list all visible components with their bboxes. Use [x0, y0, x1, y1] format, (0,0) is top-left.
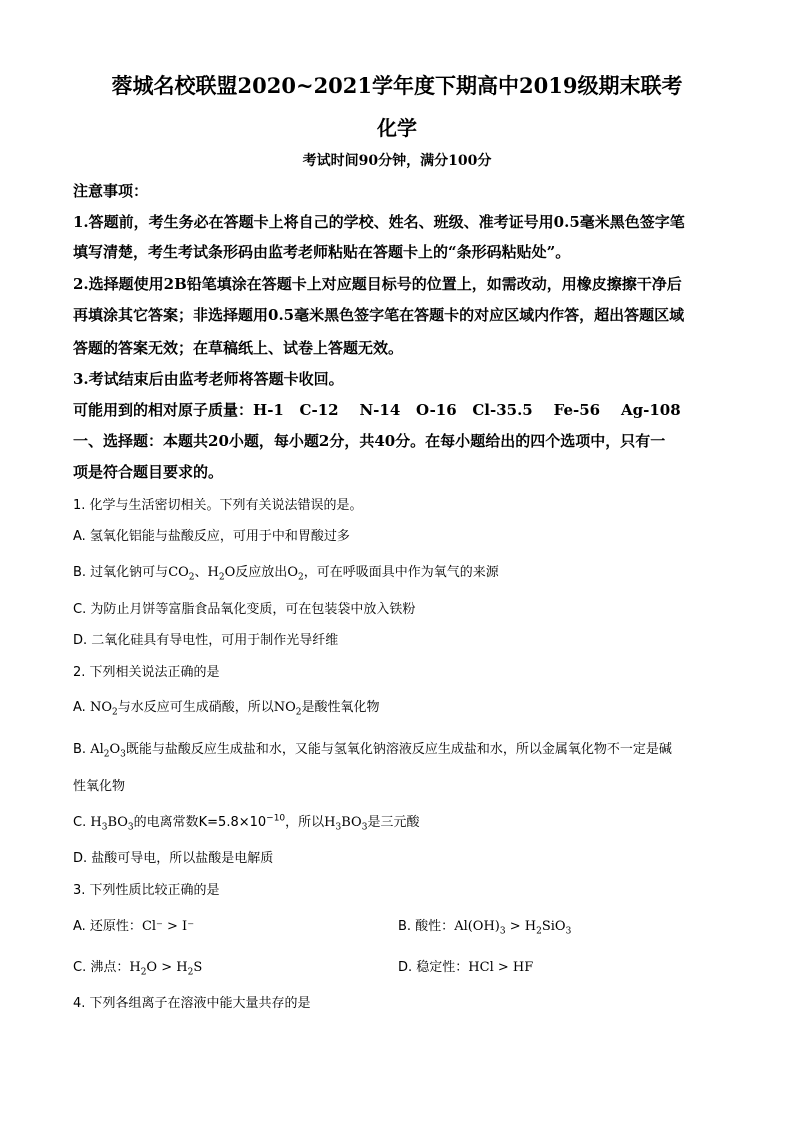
note-line: 1.答题前，考生务必在答题卡上将自己的学校、姓名、班级、准考证号用0.5毫米黑色签字笔	[73, 213, 685, 231]
note-line: 3.考试结束后由监考老师将答题卡收回。	[73, 370, 344, 388]
exam-title: 蓉城名校联盟2020~2021学年度下期高中2019级期末联考	[111, 73, 683, 98]
section-heading: 一、选择题：本题共20小题，每小题2分，共40分。在每小题给出的四个选项中，只有一	[73, 432, 666, 450]
question-2-stem: 2. 下列相关说法正确的是	[73, 665, 220, 680]
question-1-option-c: C. 为防止月饼等富脂食品氧化变质，可在包装袋中放入铁粉	[73, 602, 416, 617]
atomic-mass: C-12	[299, 401, 339, 419]
question-2-option-b-cont: 性氧化物	[73, 779, 126, 794]
atomic-mass: O-16	[415, 401, 457, 419]
note-line: 2.选择题使用2B铅笔填涂在答题卡上对应题目标号的位置上，如需改动，用橡皮擦擦干净后	[73, 275, 682, 293]
question-3-option-a: A. 还原性：Cl⁻ > I⁻	[73, 919, 195, 934]
note-line: 答题的答案无效；在草稿纸上、试卷上答题无效。	[73, 339, 404, 357]
notes-heading: 注意事项：	[73, 182, 149, 200]
atomic-mass: Ag-108	[621, 401, 681, 419]
exam-info: 考试时间90分钟，满分100分	[302, 153, 492, 169]
atomic-mass: Cl-35.5	[472, 401, 533, 419]
atomic-mass: Fe-56	[553, 401, 601, 419]
question-1-option-b: B. 过氧化钠可与$CO_2$、$H_2O$反应放出$O_2$，可在呼吸面具中作为氧气的来源	[73, 565, 499, 583]
atomic-masses	[73, 399, 681, 420]
section-heading-cont: 项是符合题目要求的。	[73, 463, 224, 481]
question-2-option-c: C. $H_3BO_3$的电离常数$K=5.8\times 10^{-10}$，所以$H_3BO_3$是三元酸	[73, 813, 420, 833]
question-1-stem: 1. 化学与生活密切相关。下列有关说法错误的是。	[73, 498, 363, 513]
atomic-mass: N-14	[359, 401, 401, 419]
question-1-option-a: A. 氢氧化铝能与盐酸反应，可用于中和胃酸过多	[73, 529, 350, 544]
atomic-masses-label: 可能用到的相对原子质量：	[73, 401, 254, 419]
question-3-option-b: B. 酸性：$Al(OH)_3 > H_2SiO_3$	[398, 919, 572, 937]
question-1-option-d: D. 二氧化硅具有导电性，可用于制作光导纤维	[73, 633, 339, 648]
question-3-option-c: C. 沸点：$H_2O > H_2S$	[73, 960, 203, 978]
question-2-option-b: B. $Al_2O_3$既能与盐酸反应生成盐和水，又能与氢氧化钠溶液反应生成盐和水，所以金属氧化物不一定是碱	[73, 742, 672, 760]
note-line: 填写清楚，考生考试条形码由监考老师粘贴在答题卡上的“条形码粘贴处”。	[73, 243, 571, 261]
atomic-mass: H-1	[253, 401, 284, 419]
question-3-stem: 3. 下列性质比较正确的是	[73, 883, 220, 898]
note-line: 再填涂其它答案；非选择题用0.5毫米黑色签字笔在答题卡的对应区域内作答，超出答题区域	[73, 306, 685, 324]
question-4-stem: 4. 下列各组离子在溶液中能大量共存的是	[73, 996, 311, 1011]
subject-heading: 化学	[377, 116, 417, 140]
question-3-option-d: D. 稳定性：HCl > HF	[398, 960, 534, 975]
question-2-option-a: A. $NO_2$与水反应可生成硝酸，所以$NO_2$是酸性氧化物	[73, 700, 380, 718]
question-2-option-d: D. 盐酸可导电，所以盐酸是电解质	[73, 851, 274, 866]
